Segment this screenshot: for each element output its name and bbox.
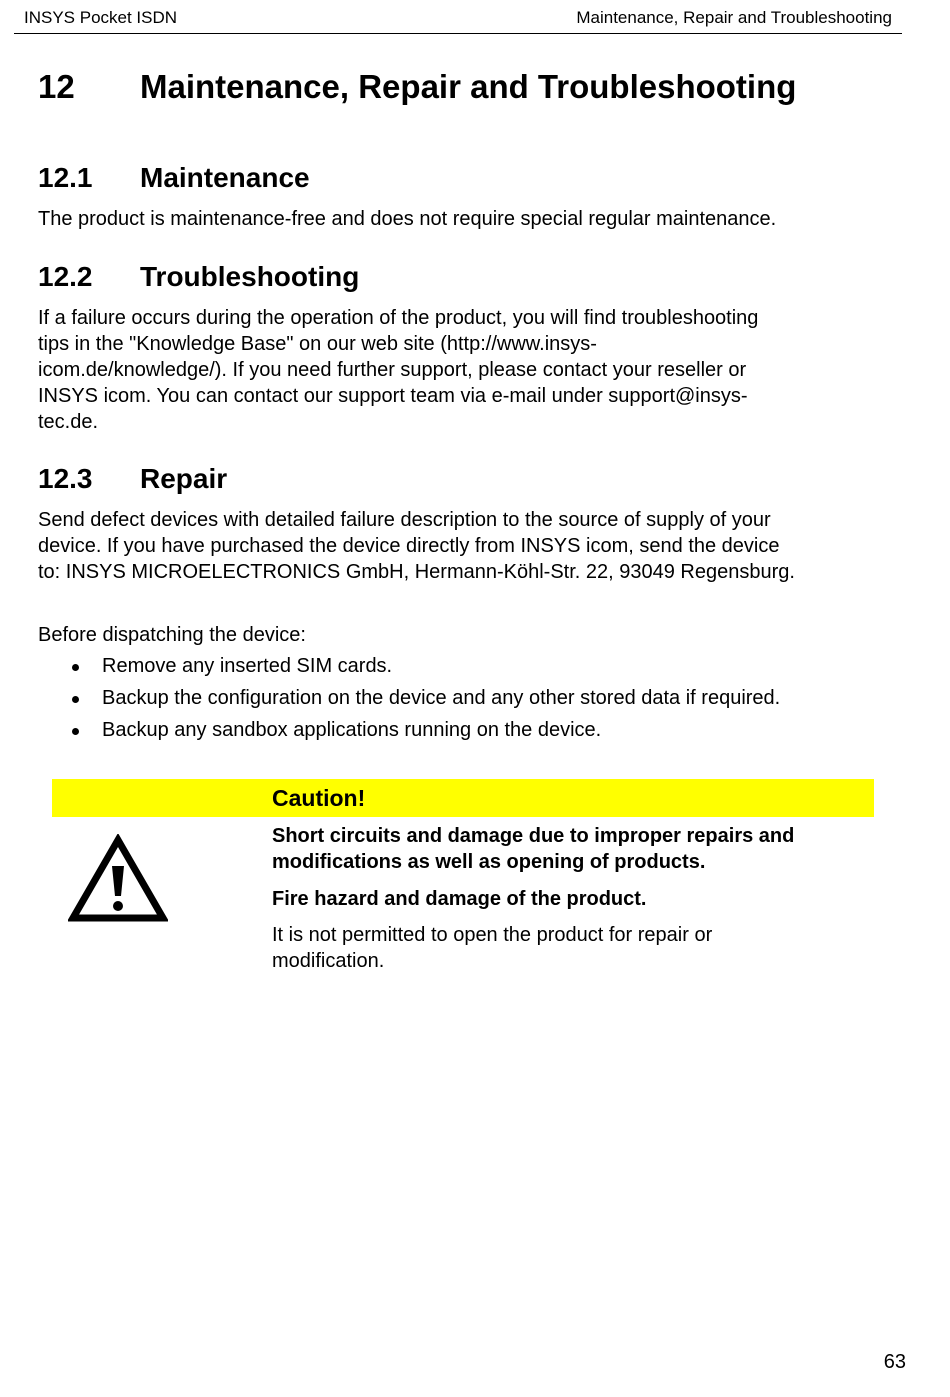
bullet-icon [72, 728, 79, 735]
text-line: modification. [272, 950, 385, 972]
dispatch-checklist [38, 653, 888, 749]
section-number: 12.3 [38, 463, 93, 494]
bullet-icon [72, 696, 79, 703]
section-title: Maintenance [140, 162, 310, 193]
text-line: tec.de. [38, 411, 99, 433]
caution-hazard [272, 823, 872, 875]
page-number: 63 [883, 1351, 906, 1373]
header-product-name: INSYS Pocket ISDN [24, 8, 178, 27]
text-line: Send defect devices with detailed failure description to the source of supply of your [38, 509, 771, 531]
text-line: If a failure occurs during the operation of the product, you will find troubleshooting [38, 307, 759, 329]
section-number: 12.2 [38, 261, 93, 292]
list-item: Backup any sandbox applications running on the device. [38, 717, 888, 749]
warning-triangle-icon [68, 834, 168, 924]
header-section-title: Maintenance, Repair and Troubleshooting [576, 8, 892, 27]
text-line: tips in the "Knowledge Base" on our web site (http://www.insys- [38, 333, 597, 355]
text-line: It is not permitted to open the product for repair or [272, 924, 713, 946]
text-line: device. If you have purchased the device directly from INSYS icom, send the device [38, 535, 780, 557]
section-title: Troubleshooting [140, 261, 360, 292]
maintenance-text: The product is maintenance-free and does not require special regular maintenance. [38, 208, 777, 230]
dispatch-intro: Before dispatching the device: [38, 624, 306, 646]
list-item: Remove any inserted SIM cards. [38, 653, 888, 685]
caution-consequence: Fire hazard and damage of the product. [272, 888, 647, 910]
section-heading-maintenance [38, 162, 310, 194]
list-item: Backup the configuration on the device and any other stored data if required. [38, 685, 888, 717]
text-line: icom.de/knowledge/). If you need further support, please contact your reseller or [38, 359, 747, 381]
bullet-icon [72, 664, 79, 671]
section-heading-repair [38, 463, 227, 495]
text-line: modifications as well as opening of products. [272, 851, 706, 873]
caution-banner [52, 779, 874, 817]
section-heading-troubleshooting [38, 261, 359, 293]
header-divider [14, 33, 902, 34]
repair-text [38, 507, 888, 585]
chapter-title: Maintenance, Repair and Troubleshooting [140, 68, 797, 105]
text-line: to: INSYS MICROELECTRONICS GmbH, Hermann-Köhl-Str. 22, 93049 Regensburg. [38, 561, 795, 583]
section-number: 12.1 [38, 162, 93, 193]
chapter-heading [38, 68, 796, 106]
caution-instruction [272, 922, 872, 974]
chapter-number: 12 [38, 68, 75, 105]
section-title: Repair [140, 463, 228, 494]
text-line: INSYS icom. You can contact our support team via e-mail under support@insys- [38, 385, 748, 407]
text-line: Short circuits and damage due to improper repairs and [272, 825, 795, 847]
troubleshooting-text [38, 305, 888, 435]
caution-title: Caution! [272, 785, 366, 811]
